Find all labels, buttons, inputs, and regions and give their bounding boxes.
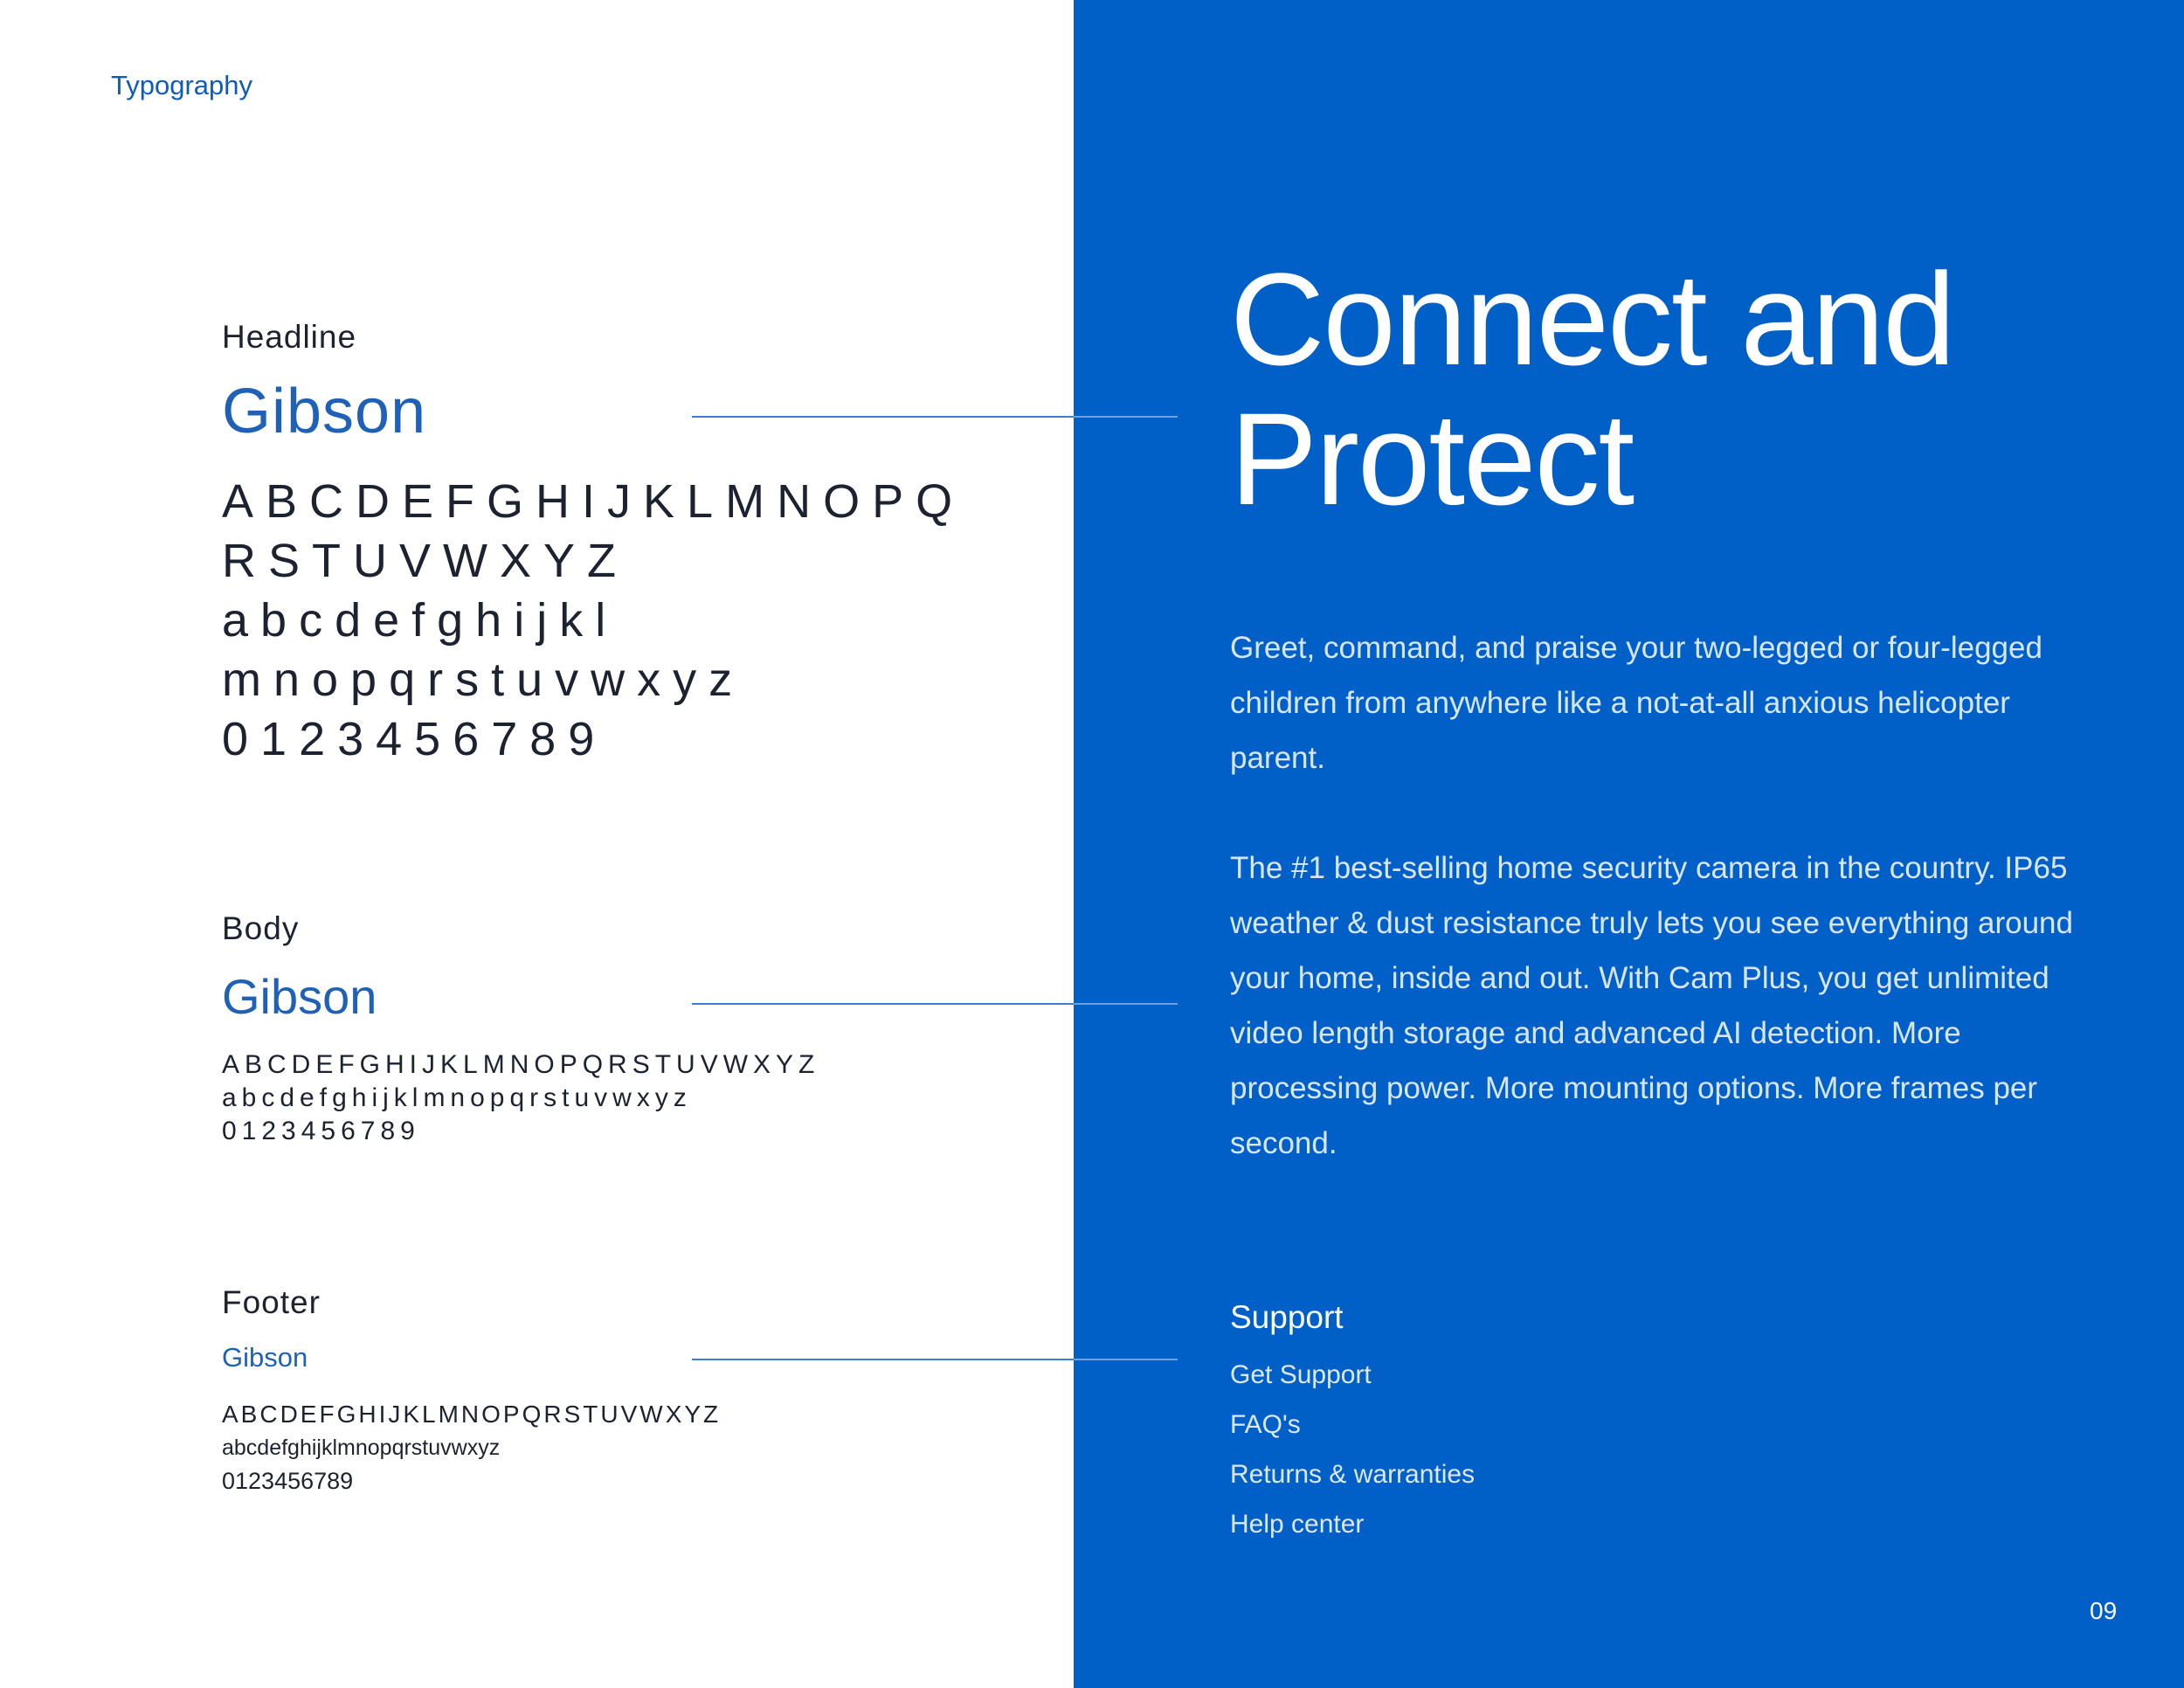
glyph-line: 0123456789 <box>222 1468 354 1494</box>
glyph-line: ABCDEFGHIJKLMNOPQRSTUVWXYZ <box>222 1050 820 1079</box>
footer-glyph-specimen <box>222 1398 721 1498</box>
body-glyph-specimen <box>222 1048 819 1148</box>
hero-line: Protect <box>1230 385 1634 532</box>
glyph-line: abcdefghijklmnopqrstuvwxyz <box>222 1435 501 1460</box>
headline-font-name: Gibson <box>222 377 427 446</box>
headline-glyph-specimen <box>222 472 991 769</box>
glyph-line: abcdefghijklmnopqrstuvwxyz <box>222 1083 692 1112</box>
headline-connector-line <box>692 416 1178 418</box>
body-label: Body <box>222 910 300 946</box>
body-connector-line <box>692 1003 1178 1005</box>
page-number: 09 <box>2090 1597 2118 1624</box>
typography-panel <box>0 0 1074 1688</box>
glyph-line: 0123456789 <box>222 1117 420 1145</box>
footer-font-name: Gibson <box>222 1342 308 1373</box>
glyph-line: RSTUVWXYZ <box>222 535 629 587</box>
glyph-line: ABCDEFGHIJKLMNOPQRSTUVWXYZ <box>222 1401 722 1428</box>
hero-line: Connect and <box>1230 246 1954 392</box>
support-link-faqs[interactable]: FAQ's <box>1230 1410 1301 1439</box>
footer-connector-line <box>692 1359 1178 1360</box>
support-link-help-center[interactable]: Help center <box>1230 1510 1365 1539</box>
footer-label: Footer <box>222 1284 321 1320</box>
support-links <box>1230 1350 1475 1549</box>
section-label: Typography <box>111 70 252 100</box>
body-font-name: Gibson <box>222 969 377 1024</box>
support-link-returns[interactable]: Returns & warranties <box>1230 1460 1476 1489</box>
headline-label: Headline <box>222 319 357 355</box>
hero-headline <box>1230 246 2104 532</box>
glyph-line: abcdefghijkl <box>222 594 619 647</box>
support-heading: Support <box>1230 1299 1344 1335</box>
body-paragraph: The #1 best-selling home security camera in the country. IP65 weather & dust resistance truly lets you see everything around your home, inside and out. With Cam Plus, you get unlimited video length storage and advanced AI detection. More processing power. More mounting options. More frames per second. <box>1230 851 2073 1160</box>
body-paragraph: Greet, command, and praise your two-legged or four-legged children from anywhere like a not-at-all anxious helicopter parent. <box>1230 631 2042 775</box>
glyph-line: ABCDEFGHIJKLMNOPQ <box>222 475 965 528</box>
support-link-get-support[interactable]: Get Support <box>1230 1360 1372 1389</box>
glyph-line: 0123456789 <box>222 713 607 765</box>
glyph-line: mnopqrstuvwxyz <box>222 654 745 706</box>
